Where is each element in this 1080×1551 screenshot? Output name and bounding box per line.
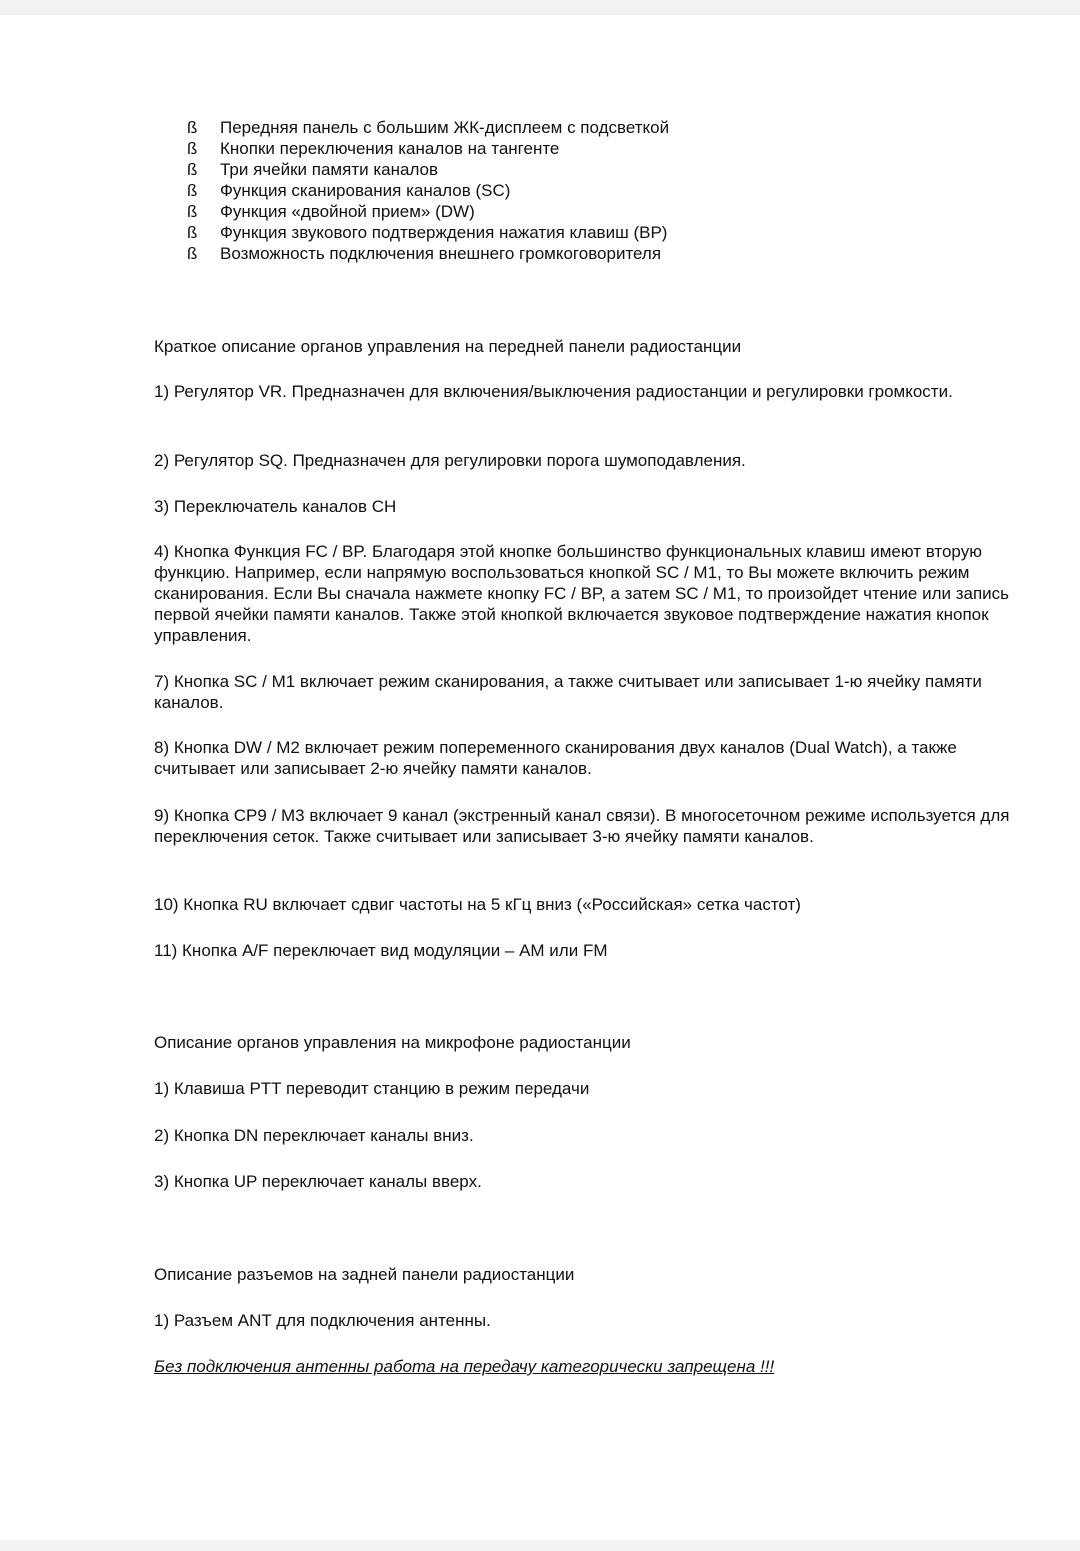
front-panel-heading: Краткое описание органов управления на передней панели радиостанции — [154, 337, 742, 356]
front-panel-item: 1) Регулятор VR. Предназначен для включения/выключения радиостанции и регулировки громкости. — [154, 382, 953, 401]
feature-text: Три ячейки памяти каналов — [220, 160, 439, 179]
front-panel-item: 11) Кнопка A/F переключает вид модуляции – AM или FM — [154, 941, 608, 960]
bullet-marker: ß — [187, 223, 198, 242]
microphone-item: 2) Кнопка DN переключает каналы вниз. — [154, 1126, 474, 1145]
bullet-marker: ß — [187, 181, 198, 200]
microphone-item: 3) Кнопка UP переключает каналы вверх. — [154, 1172, 482, 1191]
feature-text: Функция сканирования каналов (SC) — [220, 181, 511, 200]
bullet-marker: ß — [187, 202, 198, 221]
feature-text: Передняя панель с большим ЖК-дисплеем с подсветкой — [220, 118, 670, 137]
rear-panel-item: 1) Разъем ANT для подключения антенны. — [154, 1311, 491, 1330]
front-panel-item: 4) Кнопка Функция FC / BP. Благодаря этой кнопке большинство функциональных клавиш имеют вторую функцию. Например, если напрямую воспользоваться кнопкой SC / M1, то Вы можете включить режим сканирования. Если Вы сначала нажмете кнопку FC / BP, а затем SC / M1, то произойдет чтение или запись первой ячейки памяти каналов. Также этой кнопкой включается звуковое подтверждение нажатия кнопок управления. — [154, 542, 1010, 645]
front-panel-item: 8) Кнопка DW / M2 включает режим попеременного сканирования двух каналов (Dual Watch), а также считывает или записывает 2-ю ячейку памяти каналов. — [154, 738, 957, 778]
rear-panel-heading: Описание разъемов на задней панели радиостанции — [154, 1265, 575, 1284]
bullet-marker: ß — [187, 118, 198, 137]
microphone-item: 1) Клавиша PTT переводит станцию в режим передачи — [154, 1079, 590, 1098]
feature-text: Функция звукового подтверждения нажатия клавиш (BP) — [220, 223, 668, 242]
feature-text: Возможность подключения внешнего громкоговорителя — [220, 244, 662, 263]
microphone-heading: Описание органов управления на микрофоне радиостанции — [154, 1033, 631, 1052]
front-panel-item: 9) Кнопка CP9 / M3 включает 9 канал (экстренный канал связи). В многосеточном режиме используется для переключения сеток. Также считывает или записывает 3-ю ячейку памяти каналов. — [154, 806, 1010, 846]
antenna-warning: Без подключения антенны работа на передачу категорически запрещена !!! — [154, 1357, 775, 1376]
front-panel-item: 2) Регулятор SQ. Предназначен для регулировки порога шумоподавления. — [154, 451, 746, 470]
front-panel-item: 7) Кнопка SC / M1 включает режим сканирования, а также считывает или записывает 1-ю ячейку памяти каналов. — [154, 672, 982, 712]
bullet-marker: ß — [187, 244, 198, 263]
front-panel-item: 3) Переключатель каналов CH — [154, 497, 397, 516]
feature-text: Функция «двойной прием» (DW) — [220, 202, 475, 221]
bullet-marker: ß — [187, 160, 198, 179]
front-panel-item: 10) Кнопка RU включает сдвиг частоты на 5 кГц вниз («Российская» сетка частот) — [154, 895, 801, 914]
feature-text: Кнопки переключения каналов на тангенте — [220, 139, 560, 158]
bullet-marker: ß — [187, 139, 198, 158]
